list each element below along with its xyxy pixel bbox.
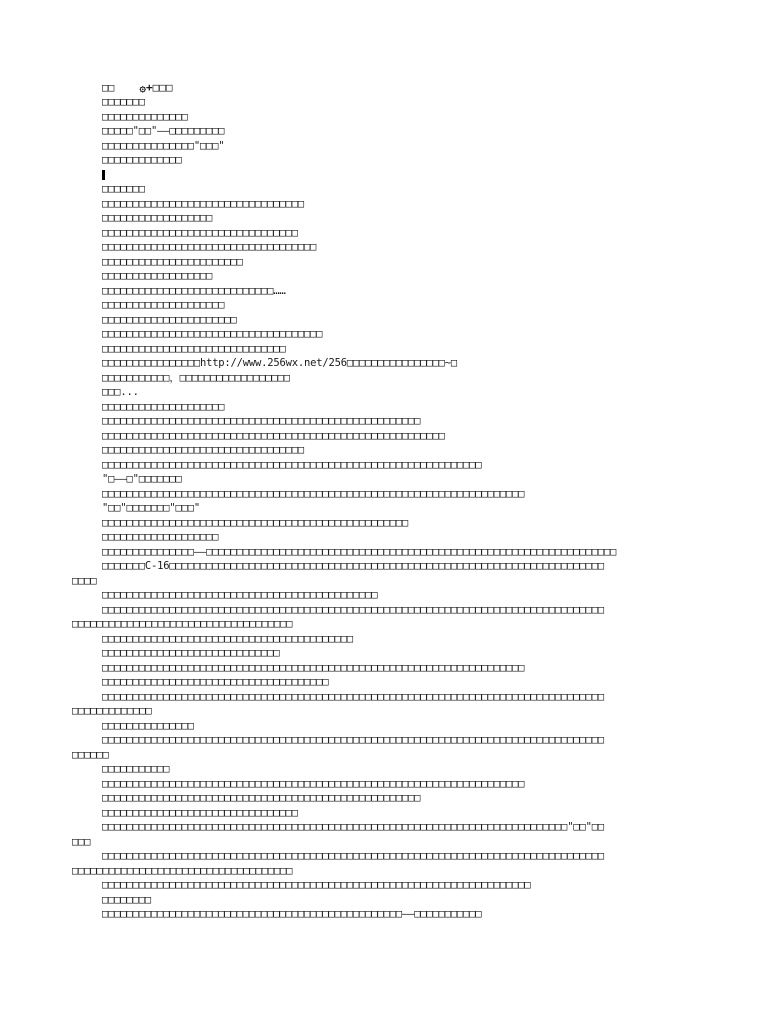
text-line: □□□□□□□□□□□□□□□□□□□□□□□□□□□□□□□□ [102,226,298,239]
text-cursor-line [0,168,768,183]
text-line: □□□□□□□□□□□□□□□□□□□□□□□□□□□□□□□□□□□□□□□□□□□□□□□□□□□□□□□□□□□□□□ [102,458,482,471]
text-line: □□□□□□□□□□□□□□□□□□□□□□□□□□□□□ [102,647,280,659]
text-line: □□□□□□□□□□□□□□□□□□□□□□□□□□□□□□□□□□□□□□□□□□□□□ [102,589,378,601]
text-line: □□□□□□□□□□□ [102,763,170,775]
text-line: □□□□□□□□□□□□□ [102,154,182,166]
text-line: □□□□□□□□□□□□□□□□□□□□ [102,400,225,413]
text-line: □□□□□□□□□□□□□□□□□□□□□□□□□□□□□□□□□□□□□□□□□□□□□□□□□□□□□□□□□□□□□□□□□□□□□□□□□□□□"□□"□□ [102,821,604,833]
text-line: □□□□□□□□□□□□□□□□□□□□□□□□□□□□□□□□□□□□□□□□□□□□□□□□□□□□□□□□□□□□□□□□□□□□□□□□□□□□□□□□□□ [102,850,604,862]
text-line: □□□□□□□□□□□□□□□□□□□□□□□□□□□□□□□□□□□□□ [102,676,329,688]
text-line: □□□□□□□□□□□□□□□"□□□" [102,139,225,152]
text-line: □□□□□□□□□□□□□□□□□□□□□□□□□□□□□□□□□□□ [102,241,317,253]
text-line: □□□□ [72,574,97,587]
text-line: □□□□□□□□□□□□□□□□□□ [102,270,213,282]
text-line: □□□□□□□□ [102,893,151,906]
text-line: □□□□□□□□□□□□□□□□□□□□□□□□□□□□□□□□□□□□ [72,864,293,877]
text-cursor [102,170,105,180]
text-line: □□□ [72,835,91,848]
text-line: □□□□□□□□□□□□□□□□□□□□□□□□□□□□□□□□□ [102,444,305,456]
text-line: □□□□□□□□□□□□□□□——□□□□□□□□□□□□□□□□□□□□□□□□□□□□□□□□□□□□□□□□□□□□□□□□□□□□□□□□□□□□□□□□□□□ [102,545,617,558]
text-line: □□□□□□□□□□□□□□□□http://www.256wx.net/256□□□□□□□□□□□□□□□□~□ [102,357,458,369]
text-line: □□□□□□□□□□□□□□□□□□□□□□□□□□□□□□□□□□□□ [72,618,293,630]
text-line: □□□□□□□□□□□□□□□□□□□□□□□□□□□□□□□□□□□□□□□□□□□□□□□□□□□□□□□□ [102,429,445,442]
text-line: □□□□□□□ [102,183,145,195]
text-line: □□□□□□□□□□□□□□□□□□□□□□□□□□□□□□□□□□□□□□□□□□□□□□□□□□ [102,516,409,529]
text-line: □□□□□□□□□□□□□□□□□□□□□□ [102,313,237,326]
text-line: "□——□"□□□□□□□ [102,473,182,485]
document-page [0,66,768,922]
text-line: □□□□□□□□□□□，□□□□□□□□□□□□□□□□□□ [102,371,290,384]
document-header [0,66,768,94]
text-line: □□□□□□□ [102,96,145,108]
text-line: □□□□□□□□□□□□□□□□□□ [102,212,213,224]
text-line: □□□□□□ [72,748,109,761]
text-line: □□□□□□□□□□□□□□□□□□□□□□□□□□□□□□ [102,342,286,355]
text-line: □□□□□□□□□□□□□□□□□□□□□□□□□□□□□□□□□□□□□□□□□□□□□□□□□□□□ [102,792,421,804]
text-line: □□□□□□□□□□□□□ [72,705,152,717]
text-line: □□□□□□□□□□□□□□□□□□□□□□□□□□□□□□□□ [102,806,298,819]
header-glyph: ۞+□□□ [139,80,173,94]
text-line: □□□□□□□□□□□□□□□□□□□□□□□□□□□□□□□□□□□□□□□□□□□□□□□□□□□□□□□□□□□□□□□□□□□□□ [102,777,525,790]
text-line: □□□□□□□C-16□□□□□□□□□□□□□□□□□□□□□□□□□□□□□□□□□□□□□□□□□□□□□□□□□□□□□□□□□□□□□□□□□□□□□□□ [102,560,604,572]
document-body [0,81,768,922]
text-line: □□□□□□□□□□□□□□□□□□□□□□□□□□□□□□□□□□□□ [102,328,323,340]
text-line: □□□□□□□□□□□□□□□□□□□□□□□□□□□□□□□□□□□□□□□□□□□□□□□□□——□□□□□□□□□□□ [102,908,482,920]
text-line: □□□□□□□□□□□□□□□□□□□□□□□□□□□□□□□□□□□□□□□□□□□□□□□□□□□□□□□□□□□□□□□□□□□□□□□□□□□□□□□□□□ [102,734,604,746]
text-line: □□□□□"□□"——□□□□□□□□□ [102,125,225,137]
text-line: □□ [102,81,115,94]
text-line: □□□□□□□□□□□□□□□□□□□ [102,531,219,543]
text-line: □□□□□□□□□□□□□□□□□□□□□□□□□□□□…… [102,284,286,297]
text-line: □□□□□□□□□□□□□□□□□□□□□□□ [102,255,243,268]
text-line: "□□"□□□□□□□"□□□" [102,502,200,514]
text-line: □□□□□□□□□□□□□□□□□□□□□□□□□□□□□□□□□□□□□□□□□□□□□□□□□□□□□□□□□□□□□□□□□□□□□□□□□□□□□□□□□□ [102,690,604,703]
text-line: □□□□□□□□□□□□□□ [102,110,188,123]
text-line: □□□□□□□□□□□□□□□□□□□□□□□□□□□□□□□□□□□□□□□□□□□□□□□□□□□□□□□□□□□□□□□□□□□□□□ [102,879,531,891]
text-line: □□□□□□□□□□□□□□□□□□□□□□□□□□□□□□□□□□□□□□□□□□□□□□□□□□□□ [102,415,421,427]
text-line: □□□□□□□□□□□□□□□□□□□□ [102,299,225,311]
text-line: □□□□□□□□□□□□□□□□□□□□□□□□□□□□□□□□□□□□□□□□□□□□□□□□□□□□□□□□□□□□□□□□□□□□□□□□□□□□□□□□□□ [102,603,604,616]
text-line: □□□□□□□□□□□□□□□ [102,719,194,732]
text-line: □□□□□□□□□□□□□□□□□□□□□□□□□□□□□□□□□□□□□□□□□ [102,632,353,645]
text-line: □□□□□□□□□□□□□□□□□□□□□□□□□□□□□□□□□□□□□□□□□□□□□□□□□□□□□□□□□□□□□□□□□□□□□ [102,487,525,500]
text-line: □□□... [102,386,139,398]
text-line: □□□□□□□□□□□□□□□□□□□□□□□□□□□□□□□□□ [102,197,305,210]
text-line: □□□□□□□□□□□□□□□□□□□□□□□□□□□□□□□□□□□□□□□□□□□□□□□□□□□□□□□□□□□□□□□□□□□□□ [102,661,525,674]
